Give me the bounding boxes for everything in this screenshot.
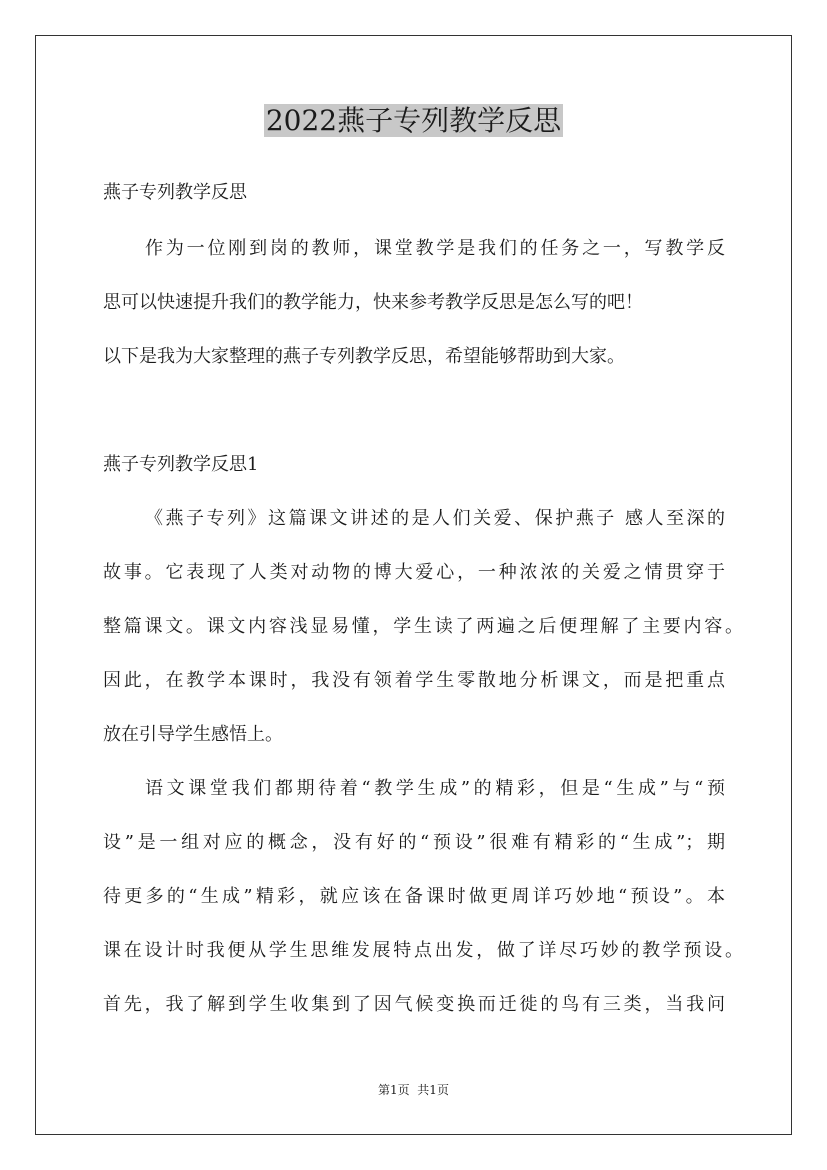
paragraph-line: 设”是一组对应的概念，没有好的“预设”很难有精彩的“生成”；期 [103,832,725,853]
paragraph-line: 《燕子专列》这篇课文讲述的是人们关爱、保护燕子 感人至深的 [145,508,725,529]
intro-line: 作为一位刚到岗的教师，课堂教学是我们的任务之一，写教学反 [145,238,725,259]
subtitle: 燕子专列教学反思 [103,182,247,203]
intro-line: 思可以快速提升我们的教学能力，快来参考教学反思是怎么写的吧！ [103,292,643,313]
paragraph-line: 待更多的“生成”精彩，就应该在备课时做更周详巧妙地“预设”。本 [103,886,725,907]
section-heading: 燕子专列教学反思1 [103,454,259,475]
paragraph-line: 整篇课文。课文内容浅显易懂，学生读了两遍之后便理解了主要内容。 [103,616,743,637]
intro-line: 以下是我为大家整理的燕子专列教学反思，希望能够帮助到大家。 [103,346,625,367]
paragraph-line: 课在设计时我便从学生思维发展特点出发，做了详尽巧妙的教学预设。 [103,940,743,961]
page-number-footer: 第1页 共1页 [378,1083,449,1097]
paragraph-line: 因此，在教学本课时，我没有领着学生零散地分析课文，而是把重点 [103,670,725,691]
paragraph-line: 首先，我了解到学生收集到了因气候变换而迁徙的鸟有三类，当我问 [103,994,725,1015]
paragraph-line: 语文课堂我们都期待着“教学生成”的精彩，但是“生成”与“预 [145,778,725,799]
paragraph-line: 放在引导学生感悟上。 [103,724,283,745]
paragraph-line: 故事。它表现了人类对动物的博大爱心，一种浓浓的关爱之情贯穿于 [103,562,725,583]
document-title: 2022燕子专列教学反思 [265,104,562,137]
